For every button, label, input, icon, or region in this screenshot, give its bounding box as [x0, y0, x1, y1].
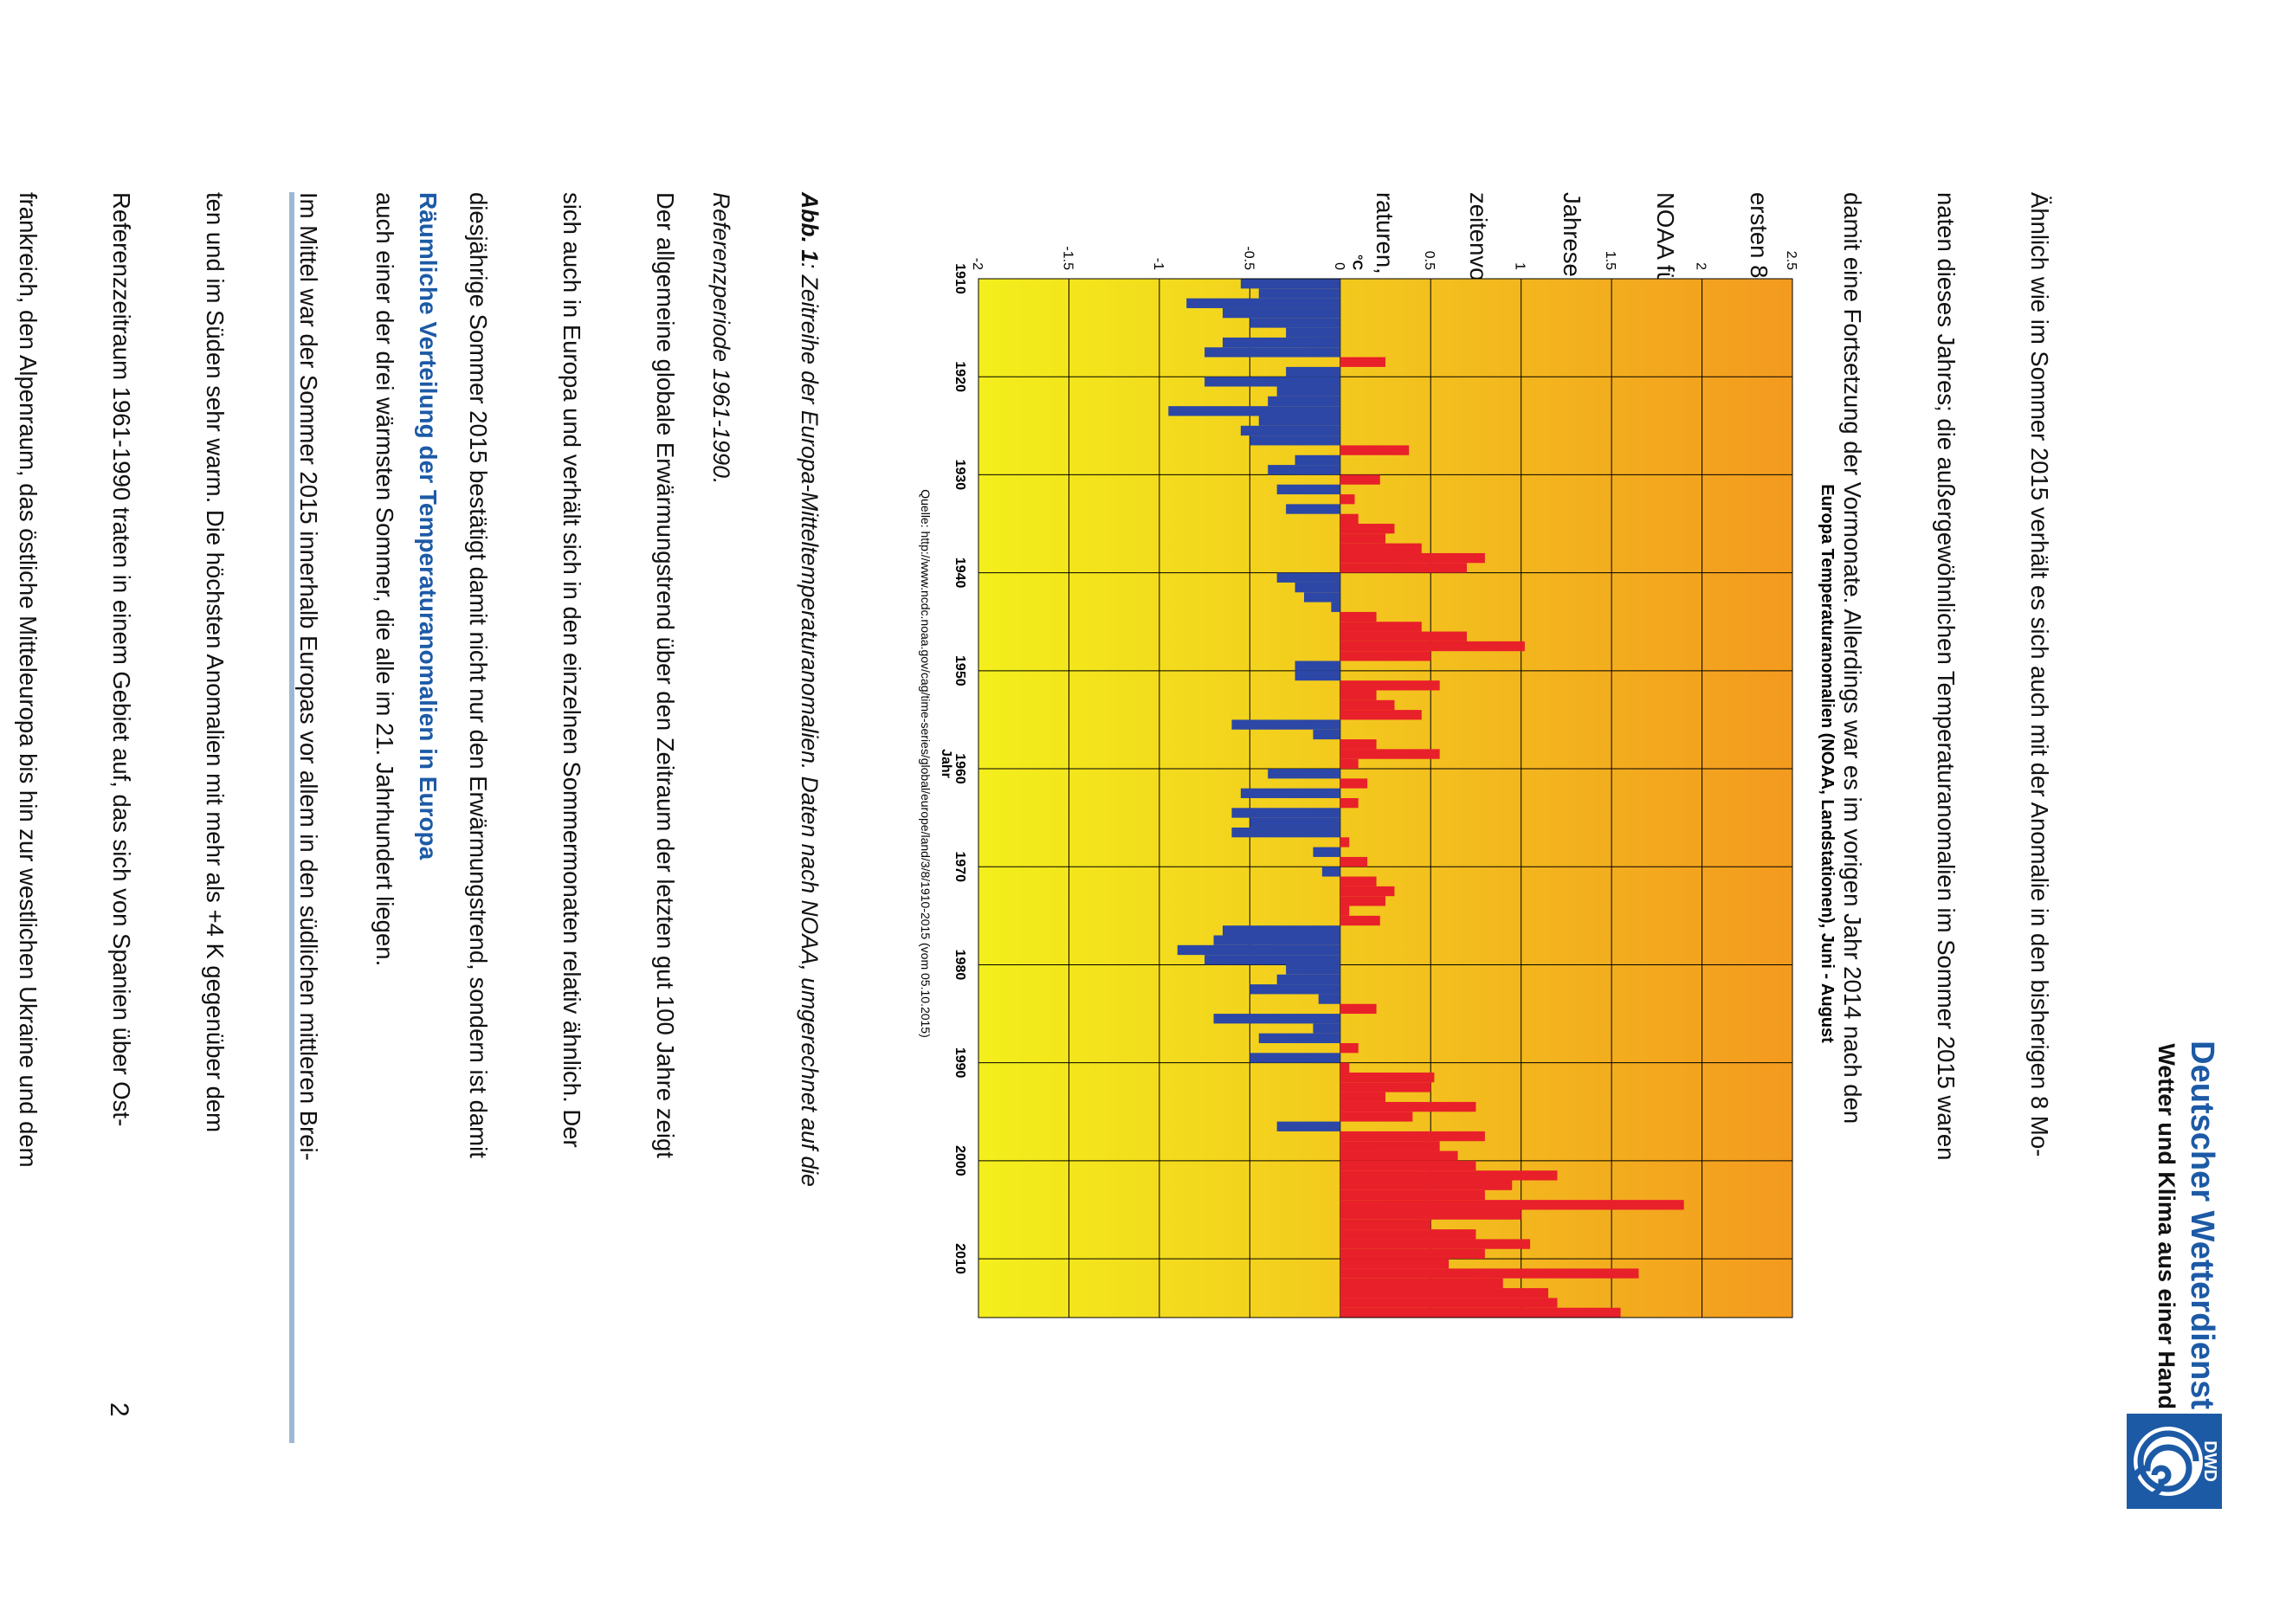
- bar-negative: [1241, 279, 1340, 288]
- bar-positive: [1340, 680, 1440, 690]
- chart-title: Europa Temperaturanomalien (NOAA, Landstationen), Juni - August: [1818, 484, 1837, 1043]
- bar-positive: [1340, 651, 1430, 661]
- bar-negative: [1313, 730, 1340, 739]
- bar-negative: [1295, 671, 1340, 680]
- bar-positive: [1340, 524, 1395, 533]
- bar-negative: [1295, 583, 1340, 592]
- logo-text: DWD: [2200, 1440, 2219, 1482]
- body-line: sich auch in Europa und verhält sich in den einzelnen Sommermonaten relativ ähnlich. Der: [559, 192, 585, 1148]
- bar-positive: [1340, 553, 1485, 563]
- bar-positive: [1340, 1161, 1476, 1170]
- bar-positive: [1340, 1268, 1639, 1278]
- bar-negative: [1223, 925, 1340, 935]
- bar-negative: [1286, 328, 1340, 338]
- bar-negative: [1168, 406, 1340, 416]
- x-tick-label: 1990: [953, 1047, 967, 1079]
- bar-positive: [1340, 514, 1359, 524]
- bar-positive: [1340, 1190, 1485, 1200]
- bar-negative: [1259, 1034, 1340, 1043]
- y-tick-label: -0.5: [1241, 246, 1256, 270]
- bar-positive: [1340, 690, 1377, 699]
- bar-negative: [1277, 573, 1340, 583]
- bar-positive: [1340, 837, 1349, 847]
- body-line: Der allgemeine globale Erwärmungstrend über den Zeitraum der letzten gut 100 Jahre zeigt: [652, 192, 679, 1158]
- bar-positive: [1340, 710, 1422, 719]
- bar-negative: [1268, 396, 1340, 406]
- bar-positive: [1340, 1229, 1476, 1239]
- section-heading: Räumliche Verteilung der Temperaturanomalien in Europa: [415, 192, 442, 860]
- bar-negative: [1241, 426, 1340, 435]
- bar-positive: [1340, 759, 1359, 769]
- x-tick-label: 2000: [953, 1145, 967, 1176]
- bar-negative: [1295, 455, 1340, 465]
- bar-negative: [1268, 465, 1340, 474]
- y-tick-label: 2: [1693, 262, 1708, 270]
- bar-positive: [1340, 906, 1349, 916]
- brand-title: Deutscher Wetterdienst: [2184, 1041, 2220, 1409]
- bar-positive: [1340, 1200, 1684, 1209]
- bar-negative: [1250, 818, 1340, 828]
- y-tick-label: -1.5: [1060, 246, 1075, 270]
- bar-positive: [1340, 563, 1467, 572]
- bar-positive: [1340, 1308, 1621, 1318]
- x-axis-label: Jahr: [939, 749, 953, 778]
- bar-negative: [1231, 719, 1340, 729]
- temperature-anomaly-chart: [901, 192, 1853, 1335]
- bar-negative: [1204, 955, 1340, 964]
- x-tick-label: 1930: [953, 459, 967, 491]
- bar-positive: [1340, 749, 1440, 758]
- bar-negative: [1277, 387, 1340, 396]
- bar-positive: [1340, 1102, 1476, 1112]
- bar-negative: [1178, 945, 1340, 955]
- y-tick-label: 1: [1512, 262, 1527, 270]
- bar-negative: [1331, 603, 1340, 612]
- intro-line: Ähnlich wie im Sommer 2015 verhält es sich auch mit der Anomalie in den bisherigen 8 Mo-: [2026, 192, 2053, 1157]
- bar-negative: [1277, 1122, 1340, 1131]
- body-line: diesjährige Sommer 2015 bestätigt damit nicht nur den Erwärmungstrend, sondern ist damit: [465, 192, 492, 1158]
- section-line: Im Mittel war der Sommer 2015 innerhalb Europas vor allem in den südlichen mittleren Brei-: [295, 192, 322, 1161]
- bar-negative: [1204, 347, 1340, 357]
- bar-positive: [1340, 877, 1377, 886]
- x-tick-label: 1920: [953, 361, 967, 393]
- bar-positive: [1340, 1004, 1377, 1014]
- bar-negative: [1286, 504, 1340, 513]
- bar-negative: [1277, 485, 1340, 494]
- y-tick-label: 2.5: [1784, 250, 1798, 270]
- x-tick-label: 1950: [953, 655, 967, 686]
- bar-negative: [1186, 299, 1340, 308]
- bar-positive: [1340, 1298, 1558, 1307]
- chart-source: Quelle: http://www.ncdc.noaa.gov/cag/time-series/global/europe/land/3/8/1910-2015 (vom 05.10.2015): [919, 489, 933, 1038]
- bar-positive: [1340, 798, 1359, 808]
- bar-positive: [1340, 1073, 1435, 1082]
- caption-text: Referenzperiode 1961-1990.: [708, 192, 734, 485]
- bar-negative: [1223, 338, 1340, 347]
- bar-negative: [1231, 808, 1340, 817]
- bar-negative: [1204, 377, 1340, 386]
- bar-negative: [1250, 435, 1340, 445]
- dwd-logo-icon: [2127, 1414, 2222, 1509]
- x-tick-label: 1980: [953, 949, 967, 981]
- bar-negative: [1250, 318, 1340, 327]
- intro-line: damit eine Fortsetzung der Vormonate. Allerdings war es im vorigen Jahr 2014 nach den: [1839, 192, 1866, 1125]
- bar-negative: [1214, 1014, 1340, 1023]
- bar-positive: [1340, 700, 1395, 710]
- bar-positive: [1340, 1249, 1485, 1259]
- section-line: frankreich, den Alpenraum, das östliche Mitteleuropa bis hin zur westlichen Ukraine und dem: [15, 192, 42, 1168]
- bar-negative: [1313, 1023, 1340, 1033]
- bar-positive: [1340, 1131, 1485, 1141]
- bar-positive: [1340, 612, 1377, 622]
- bar-positive: [1340, 622, 1422, 631]
- body-line: auch einer der drei wärmsten Sommer, die alle im 21. Jahrhundert liegen.: [371, 192, 398, 967]
- x-tick-label: 2010: [953, 1243, 967, 1274]
- bar-positive: [1340, 1279, 1503, 1288]
- bar-negative: [1319, 994, 1340, 1003]
- bar-positive: [1340, 1209, 1521, 1219]
- section-paragraph: [0, 192, 386, 1168]
- bar-positive: [1340, 474, 1380, 484]
- bar-positive: [1340, 1220, 1430, 1229]
- bar-positive: [1340, 1112, 1413, 1121]
- bar-negative: [1304, 592, 1340, 602]
- bar-negative: [1286, 367, 1340, 377]
- bar-negative: [1295, 661, 1340, 671]
- y-tick-label: -2: [970, 257, 985, 270]
- bar-positive: [1340, 632, 1467, 641]
- bar-positive: [1340, 1181, 1512, 1190]
- x-tick-label: 1960: [953, 753, 967, 784]
- bar-positive: [1340, 1170, 1558, 1180]
- y-tick-label: 0: [1331, 262, 1346, 270]
- bar-positive: [1340, 739, 1377, 749]
- caption-text: : Zeitreihe der Europa-Mitteltemperaturanomalien. Daten nach NOAA, umgerechnet auf die: [797, 261, 823, 1187]
- bar-negative: [1250, 1053, 1340, 1062]
- bar-negative: [1259, 288, 1340, 298]
- dwd-logo: [2127, 1414, 2222, 1509]
- bar-negative: [1268, 769, 1340, 778]
- bar-positive: [1340, 896, 1385, 905]
- intro-line: naten dieses Jahres; die außergewöhnlichen Temperaturanomalien im Sommer 2015 waren: [1933, 192, 1960, 1161]
- y-tick-label: 1.5: [1603, 250, 1618, 270]
- bar-positive: [1340, 1043, 1359, 1053]
- bar-positive: [1340, 533, 1385, 543]
- bar-negative: [1241, 789, 1340, 798]
- x-tick-label: 1940: [953, 557, 967, 589]
- bar-positive: [1340, 916, 1380, 925]
- brand-subtitle: Wetter und Klima aus einer Hand: [2154, 1043, 2179, 1409]
- bar-positive: [1340, 1151, 1458, 1161]
- bar-positive: [1340, 641, 1525, 651]
- bar-negative: [1322, 867, 1340, 876]
- bar-positive: [1340, 1063, 1349, 1073]
- bar-positive: [1340, 1092, 1385, 1102]
- bar-positive: [1340, 857, 1367, 867]
- page-number: 2: [105, 1402, 133, 1417]
- x-tick-label: 1910: [953, 263, 967, 294]
- y-tick-label: -1: [1150, 257, 1166, 270]
- section-line: ten und im Süden sehr warm. Die höchsten Anomalien mit mehr als +4 K gegenüber dem: [202, 192, 229, 1133]
- bar-positive: [1340, 445, 1409, 454]
- bar-positive: [1340, 358, 1385, 367]
- bar-positive: [1340, 778, 1367, 788]
- bar-negative: [1214, 935, 1340, 944]
- y-axis-label: °C: [1349, 255, 1365, 270]
- section-line: Referenzzeitraum 1961-1990 traten in einem Gebiet auf, das sich von Spanien über Ost-: [108, 192, 135, 1127]
- bar-positive: [1340, 1082, 1430, 1092]
- y-tick-label: 0.5: [1422, 250, 1437, 270]
- bar-positive: [1340, 494, 1355, 504]
- bar-positive: [1340, 1288, 1548, 1298]
- x-tick-label: 1970: [953, 851, 967, 883]
- bar-negative: [1286, 964, 1340, 974]
- bar-positive: [1340, 544, 1422, 553]
- bar-positive: [1340, 886, 1395, 896]
- bar-positive: [1340, 1239, 1530, 1248]
- bar-negative: [1250, 984, 1340, 994]
- bar-positive: [1340, 1259, 1449, 1268]
- bar-negative: [1231, 828, 1340, 837]
- bar-negative: [1277, 975, 1340, 984]
- bar-negative: [1259, 416, 1340, 425]
- bar-positive: [1340, 1141, 1440, 1150]
- caption-label: Abb. 1: [797, 192, 823, 262]
- bar-negative: [1313, 847, 1340, 857]
- bar-negative: [1223, 308, 1340, 318]
